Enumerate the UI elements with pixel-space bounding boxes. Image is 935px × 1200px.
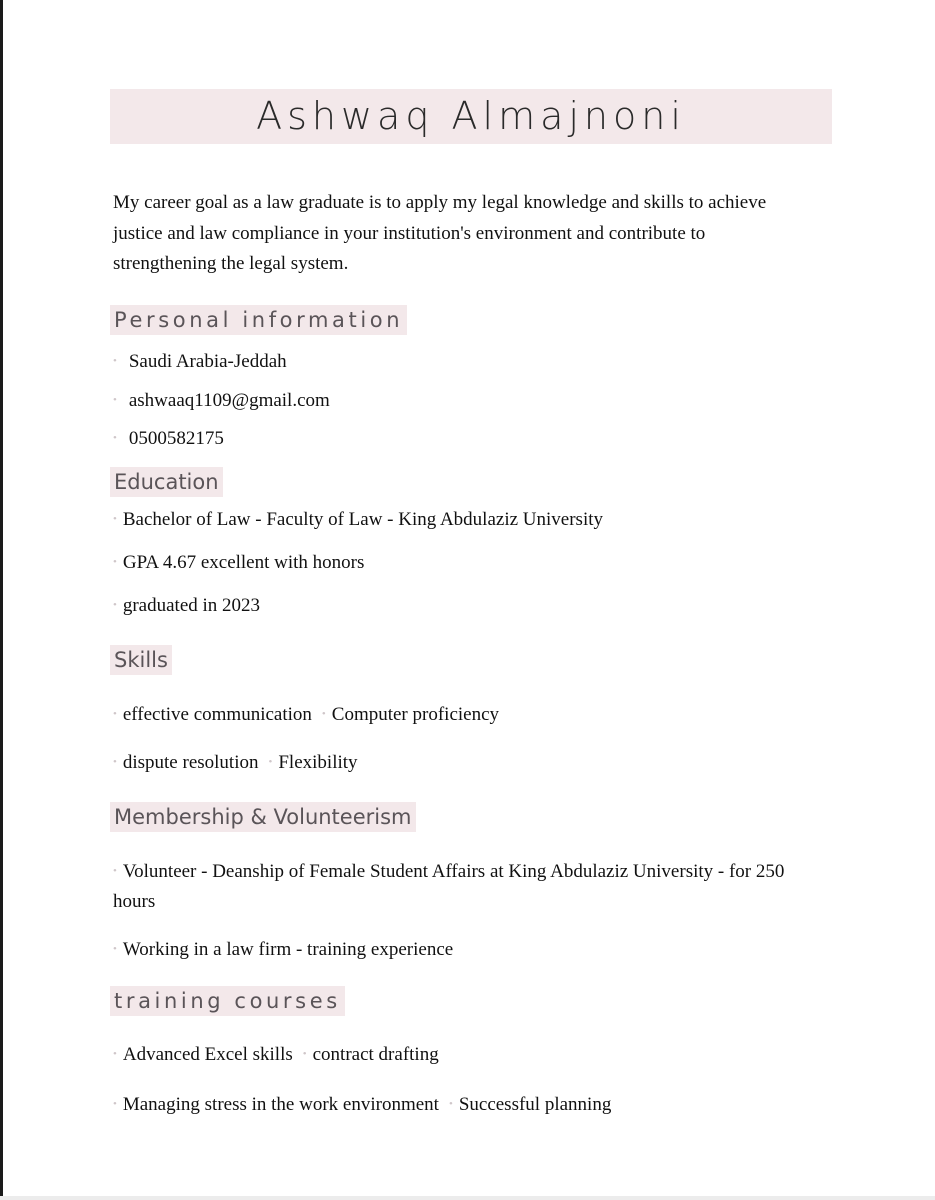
bullet-icon: •: [113, 599, 117, 611]
training-item: Advanced Excel skills: [122, 1044, 293, 1065]
bullet-icon: •: [113, 432, 117, 444]
name-banner: [110, 89, 832, 144]
bullet-icon: •: [113, 756, 117, 768]
training-row: [113, 1091, 611, 1118]
personal-item-phone: • 0500582175: [113, 425, 224, 452]
training-item: contract drafting: [312, 1044, 439, 1065]
skill-item: dispute resolution: [122, 752, 259, 773]
bullet-icon: •: [113, 1048, 117, 1060]
skills-row: [113, 749, 358, 776]
bullet-icon: •: [113, 355, 117, 367]
career-objective: My career goal as a law graduate is to apply my legal knowledge and skills to achieve justice and law compliance in your institution's environment and contribute to strengthening the legal system.: [113, 192, 767, 274]
training-item: Managing stress in the work environment: [122, 1094, 439, 1115]
personal-item-location: • Saudi Arabia-Jeddah: [113, 348, 287, 375]
bullet-icon: •: [268, 756, 273, 768]
section-heading-education: Education: [110, 467, 223, 497]
skills-row: [113, 701, 499, 728]
education-item: • graduated in 2023: [113, 592, 260, 619]
section-heading-skills: Skills: [110, 645, 172, 675]
bullet-icon: •: [113, 943, 117, 955]
bullet-icon: •: [321, 708, 326, 720]
bullet-icon: •: [113, 708, 117, 720]
personal-item-email: • ashwaaq1109@gmail.com: [113, 387, 330, 414]
bullet-icon: •: [113, 394, 117, 406]
section-heading-training: training courses: [110, 986, 345, 1016]
bullet-icon: •: [113, 1098, 117, 1110]
section-heading-personal: Personal information: [110, 305, 407, 335]
page-bottom-edge: [0, 1196, 935, 1200]
bullet-icon: •: [113, 513, 117, 525]
education-item: • Bachelor of Law - Faculty of Law - King Abdulaziz University: [113, 506, 603, 533]
training-item: Successful planning: [458, 1094, 612, 1115]
skill-item: effective communication: [122, 704, 312, 725]
page-left-edge: [0, 0, 3, 1200]
skill-item: Flexibility: [278, 752, 358, 773]
section-heading-membership: Membership & Volunteerism: [110, 802, 416, 832]
training-row: [113, 1041, 439, 1068]
bullet-icon: •: [113, 556, 117, 568]
bullet-icon: •: [113, 865, 117, 877]
candidate-name: Ashwaq Almajnoni: [256, 94, 686, 138]
membership-item: • Volunteer - Deanship of Female Student Affairs at King Abdulaziz University - for 250 hours: [113, 856, 823, 917]
membership-item: • Working in a law firm - training experience: [113, 936, 453, 963]
education-item: • GPA 4.67 excellent with honors: [113, 549, 364, 576]
skill-item: Computer proficiency: [331, 704, 500, 725]
bullet-icon: •: [448, 1098, 453, 1110]
bullet-icon: •: [302, 1048, 307, 1060]
